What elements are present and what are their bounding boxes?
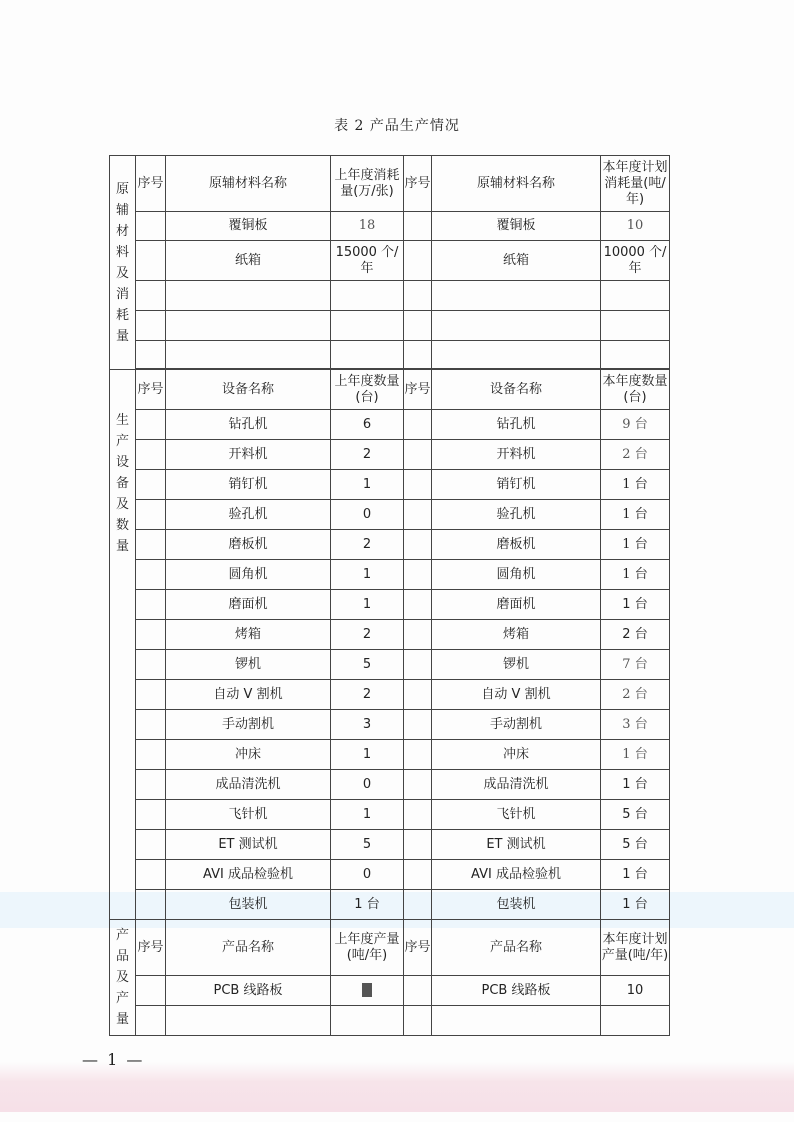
this-count: 1 台 bbox=[601, 530, 670, 560]
table-row bbox=[110, 740, 670, 770]
table-row bbox=[110, 500, 670, 530]
equipment-name: 飞针机 bbox=[432, 800, 601, 830]
equipment-name: ET 测试机 bbox=[166, 830, 331, 860]
equipment-name: 自动 V 割机 bbox=[432, 680, 601, 710]
last-count: 1 bbox=[331, 560, 404, 590]
table-row bbox=[110, 800, 670, 830]
page-number: — 1 — bbox=[82, 1050, 145, 1069]
equipment-section-label: 生 产 设 备 及 数 量 bbox=[110, 370, 136, 920]
last-output bbox=[331, 976, 404, 1006]
this-count: 1 台 bbox=[601, 560, 670, 590]
this-count: 9 台 bbox=[601, 410, 670, 440]
empty-row bbox=[110, 281, 670, 311]
equipment-name: 磨板机 bbox=[432, 530, 601, 560]
redaction-mark bbox=[362, 983, 372, 997]
equipment-header-row bbox=[110, 370, 670, 410]
last-count: 0 bbox=[331, 860, 404, 890]
last-count: 1 bbox=[331, 590, 404, 620]
equipment-name: 钻孔机 bbox=[432, 410, 601, 440]
planned-consumption: 10000 个/年 bbox=[601, 241, 670, 281]
last-count: 2 bbox=[331, 530, 404, 560]
table-row bbox=[110, 530, 670, 560]
equipment-name: 销钉机 bbox=[432, 470, 601, 500]
table-row bbox=[110, 650, 670, 680]
equipment-name: 手动割机 bbox=[432, 710, 601, 740]
this-count: 5 台 bbox=[601, 800, 670, 830]
seq-header-2: 序号 bbox=[404, 370, 432, 410]
table-row bbox=[110, 680, 670, 710]
product-name: PCB 线路板 bbox=[432, 976, 601, 1006]
equipment-name: 冲床 bbox=[166, 740, 331, 770]
table-row bbox=[110, 470, 670, 500]
material-name: 覆铜板 bbox=[166, 212, 331, 241]
last-consumption: 18 bbox=[331, 212, 404, 241]
table-row bbox=[110, 212, 670, 241]
table-row bbox=[110, 830, 670, 860]
last-count: 5 bbox=[331, 830, 404, 860]
empty-row bbox=[110, 311, 670, 341]
equipment-name-header: 设备名称 bbox=[166, 370, 331, 410]
equipment-name: AVI 成品检验机 bbox=[166, 860, 331, 890]
equipment-name: 锣机 bbox=[166, 650, 331, 680]
table-row bbox=[110, 241, 670, 281]
equipment-name: 烤箱 bbox=[432, 620, 601, 650]
material-name-header: 原辅材料名称 bbox=[166, 156, 331, 212]
table-row bbox=[110, 890, 670, 920]
seq-header: 序号 bbox=[136, 370, 166, 410]
planned-consumption: 10 bbox=[601, 212, 670, 241]
this-count: 1 台 bbox=[601, 860, 670, 890]
last-count: 2 bbox=[331, 440, 404, 470]
scan-edge bbox=[0, 1062, 794, 1112]
this-count: 3 台 bbox=[601, 710, 670, 740]
this-count: 1 台 bbox=[601, 740, 670, 770]
last-count: 2 bbox=[331, 680, 404, 710]
equipment-name: 成品清洗机 bbox=[166, 770, 331, 800]
seq-header: 序号 bbox=[136, 156, 166, 212]
products-section-label: 产 品 及 产 量 bbox=[110, 920, 136, 1036]
material-name: 纸箱 bbox=[166, 241, 331, 281]
last-output-header: 上年度产量(吨/年) bbox=[331, 920, 404, 976]
equipment-name: AVI 成品检验机 bbox=[432, 860, 601, 890]
table-row bbox=[110, 560, 670, 590]
product-name-header-2: 产品名称 bbox=[432, 920, 601, 976]
materials-header-row bbox=[110, 156, 670, 212]
equipment-name: ET 测试机 bbox=[432, 830, 601, 860]
equipment-name: 自动 V 割机 bbox=[166, 680, 331, 710]
equipment-name: 验孔机 bbox=[166, 500, 331, 530]
equipment-name: 磨板机 bbox=[166, 530, 331, 560]
table-row bbox=[110, 770, 670, 800]
last-count: 2 bbox=[331, 620, 404, 650]
empty-row bbox=[110, 1006, 670, 1036]
this-count: 2 台 bbox=[601, 620, 670, 650]
equipment-name: 钻孔机 bbox=[166, 410, 331, 440]
last-count-header: 上年度数量(台) bbox=[331, 370, 404, 410]
this-count: 2 台 bbox=[601, 680, 670, 710]
product-name: PCB 线路板 bbox=[166, 976, 331, 1006]
material-name: 覆铜板 bbox=[432, 212, 601, 241]
planned-output: 10 bbox=[601, 976, 670, 1006]
equipment-name: 包装机 bbox=[432, 890, 601, 920]
last-count: 1 bbox=[331, 740, 404, 770]
equipment-name: 包装机 bbox=[166, 890, 331, 920]
table-row bbox=[110, 620, 670, 650]
this-count: 1 台 bbox=[601, 470, 670, 500]
table-row bbox=[110, 710, 670, 740]
equipment-name: 销钉机 bbox=[166, 470, 331, 500]
equipment-name-header-2: 设备名称 bbox=[432, 370, 601, 410]
table-row bbox=[110, 976, 670, 1006]
table-title: 表 2 产品生产情况 bbox=[334, 118, 460, 134]
last-consumption: 15000 个/年 bbox=[331, 241, 404, 281]
table-row bbox=[110, 860, 670, 890]
seq-header-2: 序号 bbox=[404, 920, 432, 976]
equipment-name: 开料机 bbox=[166, 440, 331, 470]
this-count: 7 台 bbox=[601, 650, 670, 680]
equipment-name: 手动割机 bbox=[166, 710, 331, 740]
table-row bbox=[110, 590, 670, 620]
equipment-name: 验孔机 bbox=[432, 500, 601, 530]
equipment-name: 磨面机 bbox=[166, 590, 331, 620]
production-table bbox=[109, 155, 670, 1036]
equipment-name: 冲床 bbox=[432, 740, 601, 770]
last-count: 1 bbox=[331, 470, 404, 500]
this-count: 1 台 bbox=[601, 770, 670, 800]
this-count: 1 台 bbox=[601, 890, 670, 920]
planned-output-header: 本年度计划产量(吨/年) bbox=[601, 920, 670, 976]
this-count: 1 台 bbox=[601, 590, 670, 620]
equipment-name: 圆角机 bbox=[432, 560, 601, 590]
equipment-name: 锣机 bbox=[432, 650, 601, 680]
last-count: 6 bbox=[331, 410, 404, 440]
last-count: 1 bbox=[331, 800, 404, 830]
equipment-name: 磨面机 bbox=[432, 590, 601, 620]
this-count-header: 本年度数量(台) bbox=[601, 370, 670, 410]
equipment-name: 飞针机 bbox=[166, 800, 331, 830]
empty-row bbox=[110, 341, 670, 369]
equipment-name: 成品清洗机 bbox=[432, 770, 601, 800]
this-count: 1 台 bbox=[601, 500, 670, 530]
equipment-name: 圆角机 bbox=[166, 560, 331, 590]
last-consumption-header: 上年度消耗量(万/张) bbox=[331, 156, 404, 212]
equipment-name: 开料机 bbox=[432, 440, 601, 470]
materials-section-label: 原 辅 材 料 及 消 耗 量 bbox=[110, 156, 136, 370]
last-count: 0 bbox=[331, 770, 404, 800]
material-name-header-2: 原辅材料名称 bbox=[432, 156, 601, 212]
last-count: 5 bbox=[331, 650, 404, 680]
table-row bbox=[110, 410, 670, 440]
seq-header: 序号 bbox=[136, 920, 166, 976]
material-name: 纸箱 bbox=[432, 241, 601, 281]
this-count: 5 台 bbox=[601, 830, 670, 860]
equipment-name: 烤箱 bbox=[166, 620, 331, 650]
products-header-row bbox=[110, 920, 670, 976]
planned-consumption-header: 本年度计划消耗量(吨/年) bbox=[601, 156, 670, 212]
table-row bbox=[110, 440, 670, 470]
last-count: 1 台 bbox=[331, 890, 404, 920]
seq-header-2: 序号 bbox=[404, 156, 432, 212]
last-count: 0 bbox=[331, 500, 404, 530]
this-count: 2 台 bbox=[601, 440, 670, 470]
product-name-header: 产品名称 bbox=[166, 920, 331, 976]
last-count: 3 bbox=[331, 710, 404, 740]
